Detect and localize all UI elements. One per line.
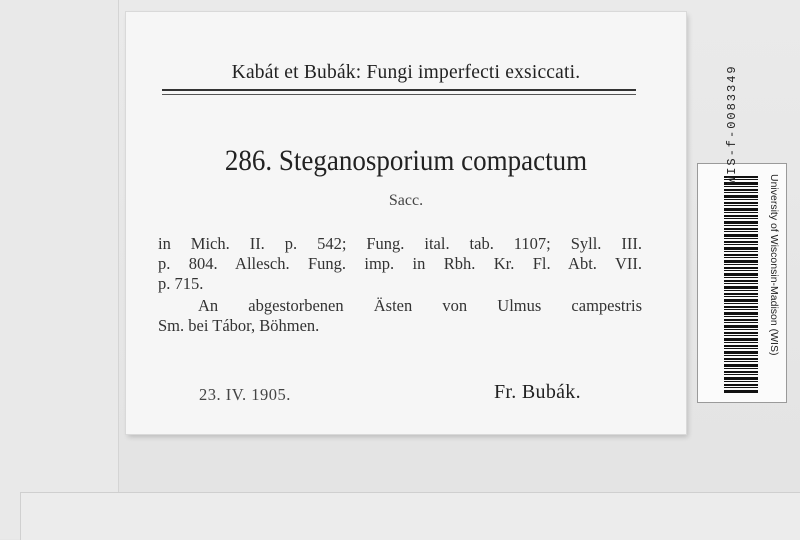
lower-fold xyxy=(20,492,800,540)
collector-name: Fr. Bubák. xyxy=(494,381,581,403)
habitat-line-2: Sm. bei Tábor, Böhmen. xyxy=(158,316,320,335)
references-line-3: p. 715. xyxy=(158,274,204,293)
envelope-edge xyxy=(0,0,119,539)
header-rule xyxy=(162,89,636,91)
collection-date: 23. IV. 1905. xyxy=(199,385,291,404)
specimen-label xyxy=(126,12,686,434)
references-line-1: in Mich. II. p. 542; Fung. ital. tab. 1107; Syll. III. xyxy=(158,234,642,253)
barcode-institution: University of Wisconsin-Madison (WIS) xyxy=(768,174,780,356)
references-line-2: p. 804. Allesch. Fung. imp. in Rbh. Kr. Fl. Abt. VII. xyxy=(158,254,642,273)
species-title: 286. Steganosporium compactum xyxy=(224,144,588,177)
header-rule-thin xyxy=(162,94,636,95)
barcode-icon xyxy=(724,176,758,394)
references-block xyxy=(158,234,642,274)
habitat-line-1: An abgestorbenen Ästen von Ulmus campestris xyxy=(198,296,642,315)
species-author: Sacc. xyxy=(388,192,424,209)
series-header: Kabát et Bubák: Fungi imperfecti exsiccati. xyxy=(231,62,581,83)
barcode-label xyxy=(697,64,787,403)
barcode-id: WIS-f-0083349 xyxy=(725,64,739,184)
